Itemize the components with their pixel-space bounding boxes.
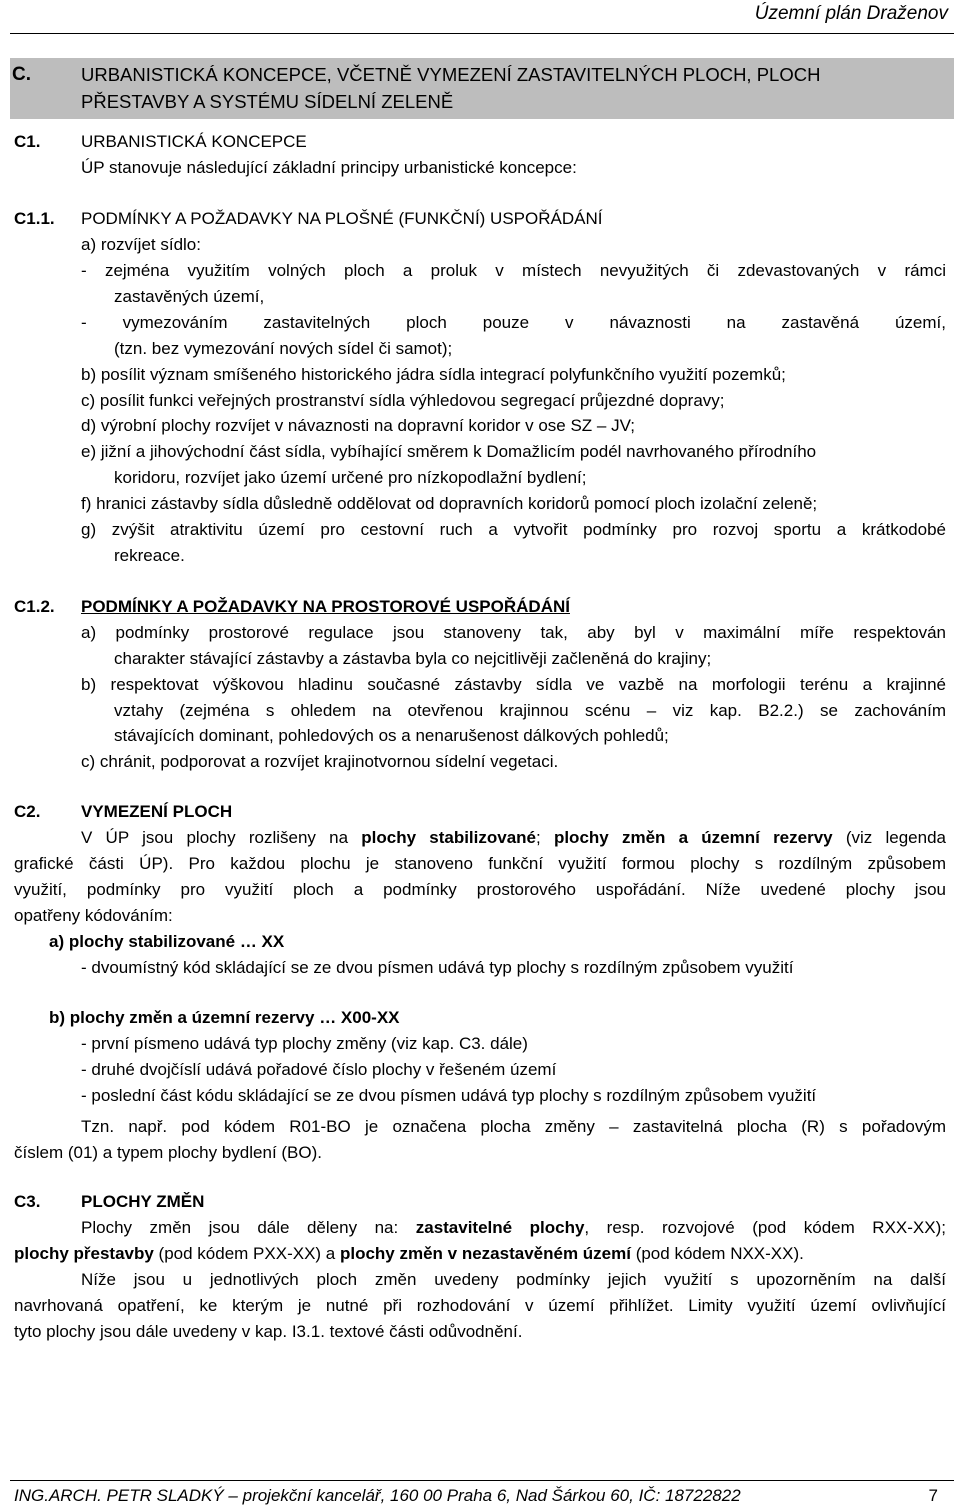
chapter-title-line1: URBANISTICKÁ KONCEPCE, VČETNĚ VYMEZENÍ ZASTAVITELNÝCH PLOCH, PLOCH <box>81 64 821 85</box>
c11-item-a-dash1-line2: zastavěných území, <box>114 287 265 306</box>
c2-example-line2: číslem (01) a typem plochy bydlení (BO). <box>14 1143 323 1162</box>
c3-paragraph2-line3: tyto plochy jsou dále uvedeny v kap. I3.1. textové části odůvodnění. <box>14 1322 523 1341</box>
section-c12-title: PODMÍNKY A POŽADAVKY NA PROSTOROVÉ USPOŘÁDÁNÍ <box>81 597 570 616</box>
section-c3-title: PLOCHY ZMĚN <box>81 1192 205 1211</box>
c12-item-b-line3: stávajících dominant, pohledových os a nenarušenost dálkových pohledů; <box>114 726 669 745</box>
section-c1-title: URBANISTICKÁ KONCEPCE <box>81 132 307 151</box>
section-c1-number: C1. <box>14 132 41 151</box>
section-c11-number: C1.1. <box>14 209 55 228</box>
c11-item-d: d) výrobní plochy rozvíjet v návaznosti na dopravní koridor v ose SZ – JV; <box>81 416 636 435</box>
c3-paragraph1-line2: plochy přestavby (pod kódem PXX-XX) a plochy změn v nezastavěném území (pod kódem NXX-XX). <box>14 1244 804 1263</box>
c2-item-b-title: b) plochy změn a územní rezervy … X00-XX <box>49 1008 400 1027</box>
c2-paragraph-line2: grafické části ÚP). Pro každou plochu je stanoveno funkční využití formou plochy s rozdílným způsobem <box>14 854 946 873</box>
section-c11-title: PODMÍNKY A POŽADAVKY NA PLOŠNÉ (FUNKČNÍ) USPOŘÁDÁNÍ <box>81 209 603 228</box>
page-footer <box>14 1486 938 1506</box>
c2-item-b-desc1: - první písmeno udává typ plochy změny (viz kap. C3. dále) <box>81 1034 528 1053</box>
section-c2-title: VYMEZENÍ PLOCH <box>81 802 233 821</box>
c2-paragraph-line1: V ÚP jsou plochy rozlišeny na plochy stabilizované; plochy změn a územní rezervy (viz legenda <box>81 828 946 847</box>
c2-example-line1: Tzn. např. pod kódem R01-BO je označena plocha změny – zastavitelná plocha (R) s pořadovým <box>81 1117 946 1136</box>
section-c1-intro: ÚP stanovuje následující základní principy urbanistické koncepce: <box>81 158 577 177</box>
c12-item-a-line1: a) podmínky prostorové regulace jsou stanoveny tak, aby byl v maximální míře respektován <box>81 623 946 642</box>
document-header-title: Územní plán Draženov <box>754 3 948 24</box>
c12-item-b-line1: b) respektovat výškovou hladinu současné zástavby sídla ve vazbě na morfologii terénu a krajinné <box>81 675 946 694</box>
c12-item-c: c) chránit, podporovat a rozvíjet krajinotvornou sídelní vegetaci. <box>81 752 559 771</box>
chapter-title-line2: PŘESTAVBY A SYSTÉMU SÍDELNÍ ZELENĚ <box>81 91 454 112</box>
c2-item-a-desc: - dvoumístný kód skládající se ze dvou písmen udává typ plochy s rozdílným způsobem využití <box>81 958 794 977</box>
c2-paragraph-line4: opatřeny kódováním: <box>14 906 173 925</box>
header-rule <box>10 33 954 34</box>
c2-item-b-desc3: - poslední část kódu skládající se ze dvou písmen udává typ plochy s rozdílným způsobem využití <box>81 1086 817 1105</box>
page-number: 7 <box>928 1486 938 1505</box>
c2-paragraph-line3: využití, podmínky pro využití ploch a podmínky prostorového uspořádání. Níže uvedené plochy jsou <box>14 880 946 899</box>
c11-item-g-line1: g) zvýšit atraktivitu území pro cestovní ruch a vytvořit podmínky pro rozvoj sportu a krátkodobé <box>81 520 946 539</box>
c11-item-e-line2: koridoru, rozvíjet jako území určené pro nízkopodlažní bydlení; <box>114 468 587 487</box>
c11-item-a-dash2-line2: (tzn. bez vymezování nových sídel či samot); <box>114 339 453 358</box>
footer-text: ING.ARCH. PETR SLADKÝ – projekční kancelář, 160 00 Praha 6, Nad Šárkou 60, IČ: 18722822 <box>14 1486 741 1505</box>
c2-item-b-desc2: - druhé dvojčíslí udává pořadové číslo plochy v řešeném území <box>81 1060 557 1079</box>
c12-item-b-line2: vztahy (zejména s ohledem na otevřenou krajinnou scénu – viz kap. B2.2.) se zachováním <box>114 701 946 720</box>
section-c3-number: C3. <box>14 1192 41 1211</box>
c11-item-c: c) posílit funkci veřejných prostranství sídla výhledovou segregací průjezdné dopravy; <box>81 391 725 410</box>
c11-item-f: f) hranici zástavby sídla důsledně oddělovat od dopravních koridorů pomocí ploch izolační zeleně; <box>81 494 818 513</box>
c11-item-a-dash2-line1: - vymezováním zastavitelných ploch pouze v návaznosti na zastavěná území, <box>81 313 946 332</box>
c3-paragraph1-line1: Plochy změn jsou dále děleny na: zastavitelné plochy, resp. rozvojové (pod kódem RXX-XX); <box>81 1218 946 1237</box>
c3-paragraph2-line1: Níže jsou u jednotlivých ploch změn uvedeny podmínky jejich využití s upozorněním na další <box>81 1270 946 1289</box>
c11-item-a-dash1-line1: - zejména využitím volných ploch a proluk v místech nevyužitých či zdevastovaných v rámci <box>81 261 946 280</box>
c11-item-b: b) posílit význam smíšeného historického jádra sídla integrací polyfunkčního využití pozemků; <box>81 365 786 384</box>
c3-paragraph2-line2: navrhovaná opatření, ke kterým je nutné při rozhodování v území přihlížet. Limity využití území ovlivňující <box>14 1296 946 1315</box>
c11-item-a: a) rozvíjet sídlo: <box>81 235 201 254</box>
c11-item-e-line1: e) jižní a jihovýchodní část sídla, vybíhající směrem k Domažlicím podél navrhovaného přírodního <box>81 442 817 461</box>
c12-item-a-line2: charakter stávající zástavby a zástavba byla co nejcitlivěji začleněná do krajiny; <box>114 649 712 668</box>
c11-item-g-line2: rekreace. <box>114 546 185 565</box>
c2-item-a-title: a) plochy stabilizované … XX <box>49 932 285 951</box>
section-c2-number: C2. <box>14 802 41 821</box>
chapter-number: C. <box>12 64 31 85</box>
footer-rule <box>10 1480 954 1481</box>
section-c12-number: C1.2. <box>14 597 55 616</box>
